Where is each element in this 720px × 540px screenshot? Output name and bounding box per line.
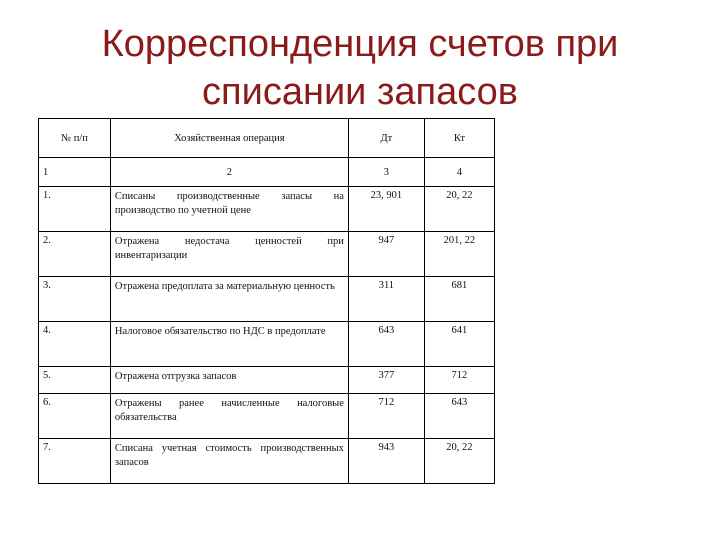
index-cell: 2 [110, 158, 348, 187]
row-number: 4. [39, 322, 111, 367]
table-row [39, 277, 495, 322]
row-operation: Отражена отгрузка запасов [110, 367, 348, 394]
row-credit: 201, 22 [424, 232, 494, 277]
row-credit: 20, 22 [424, 187, 494, 232]
row-debit: 943 [348, 439, 424, 484]
slide-title-line-1: Корреспонденция счетов при [101, 23, 619, 65]
header-operation: Хозяйственная операция [110, 119, 348, 158]
row-operation: Отражена недостача ценностей при инвентаризации [110, 232, 348, 277]
slide-title-line-2: списании запасов [202, 71, 518, 113]
table-row [39, 322, 495, 367]
row-debit: 23, 901 [348, 187, 424, 232]
table-row [39, 367, 495, 394]
row-debit: 311 [348, 277, 424, 322]
index-cell: 4 [424, 158, 494, 187]
row-credit: 681 [424, 277, 494, 322]
row-debit: 377 [348, 367, 424, 394]
row-credit: 20, 22 [424, 439, 494, 484]
row-credit: 641 [424, 322, 494, 367]
column-index-row [39, 158, 495, 187]
row-operation: Налоговое обязательство по НДС в предоплате [110, 322, 348, 367]
slide-title [60, 20, 660, 116]
row-operation: Списана учетная стоимость производственных запасов [110, 439, 348, 484]
row-debit: 712 [348, 394, 424, 439]
table-row [39, 439, 495, 484]
header-debit: Дт [348, 119, 424, 158]
accounts-correspondence-table [38, 118, 495, 484]
row-operation: Списаны производственные запасы на производство по учетной цене [110, 187, 348, 232]
row-number: 5. [39, 367, 111, 394]
row-debit: 947 [348, 232, 424, 277]
table-row [39, 232, 495, 277]
row-debit: 643 [348, 322, 424, 367]
header-number: № п/п [39, 119, 111, 158]
row-number: 7. [39, 439, 111, 484]
table-row [39, 187, 495, 232]
row-number: 6. [39, 394, 111, 439]
table-header-row [39, 119, 495, 158]
header-credit: Кт [424, 119, 494, 158]
index-cell: 1 [39, 158, 111, 187]
index-cell: 3 [348, 158, 424, 187]
row-operation: Отражены ранее начисленные налоговые обязательства [110, 394, 348, 439]
row-number: 3. [39, 277, 111, 322]
table-row [39, 394, 495, 439]
row-credit: 712 [424, 367, 494, 394]
row-operation: Отражена предоплата за материальную ценность [110, 277, 348, 322]
row-credit: 643 [424, 394, 494, 439]
row-number: 2. [39, 232, 111, 277]
row-number: 1. [39, 187, 111, 232]
